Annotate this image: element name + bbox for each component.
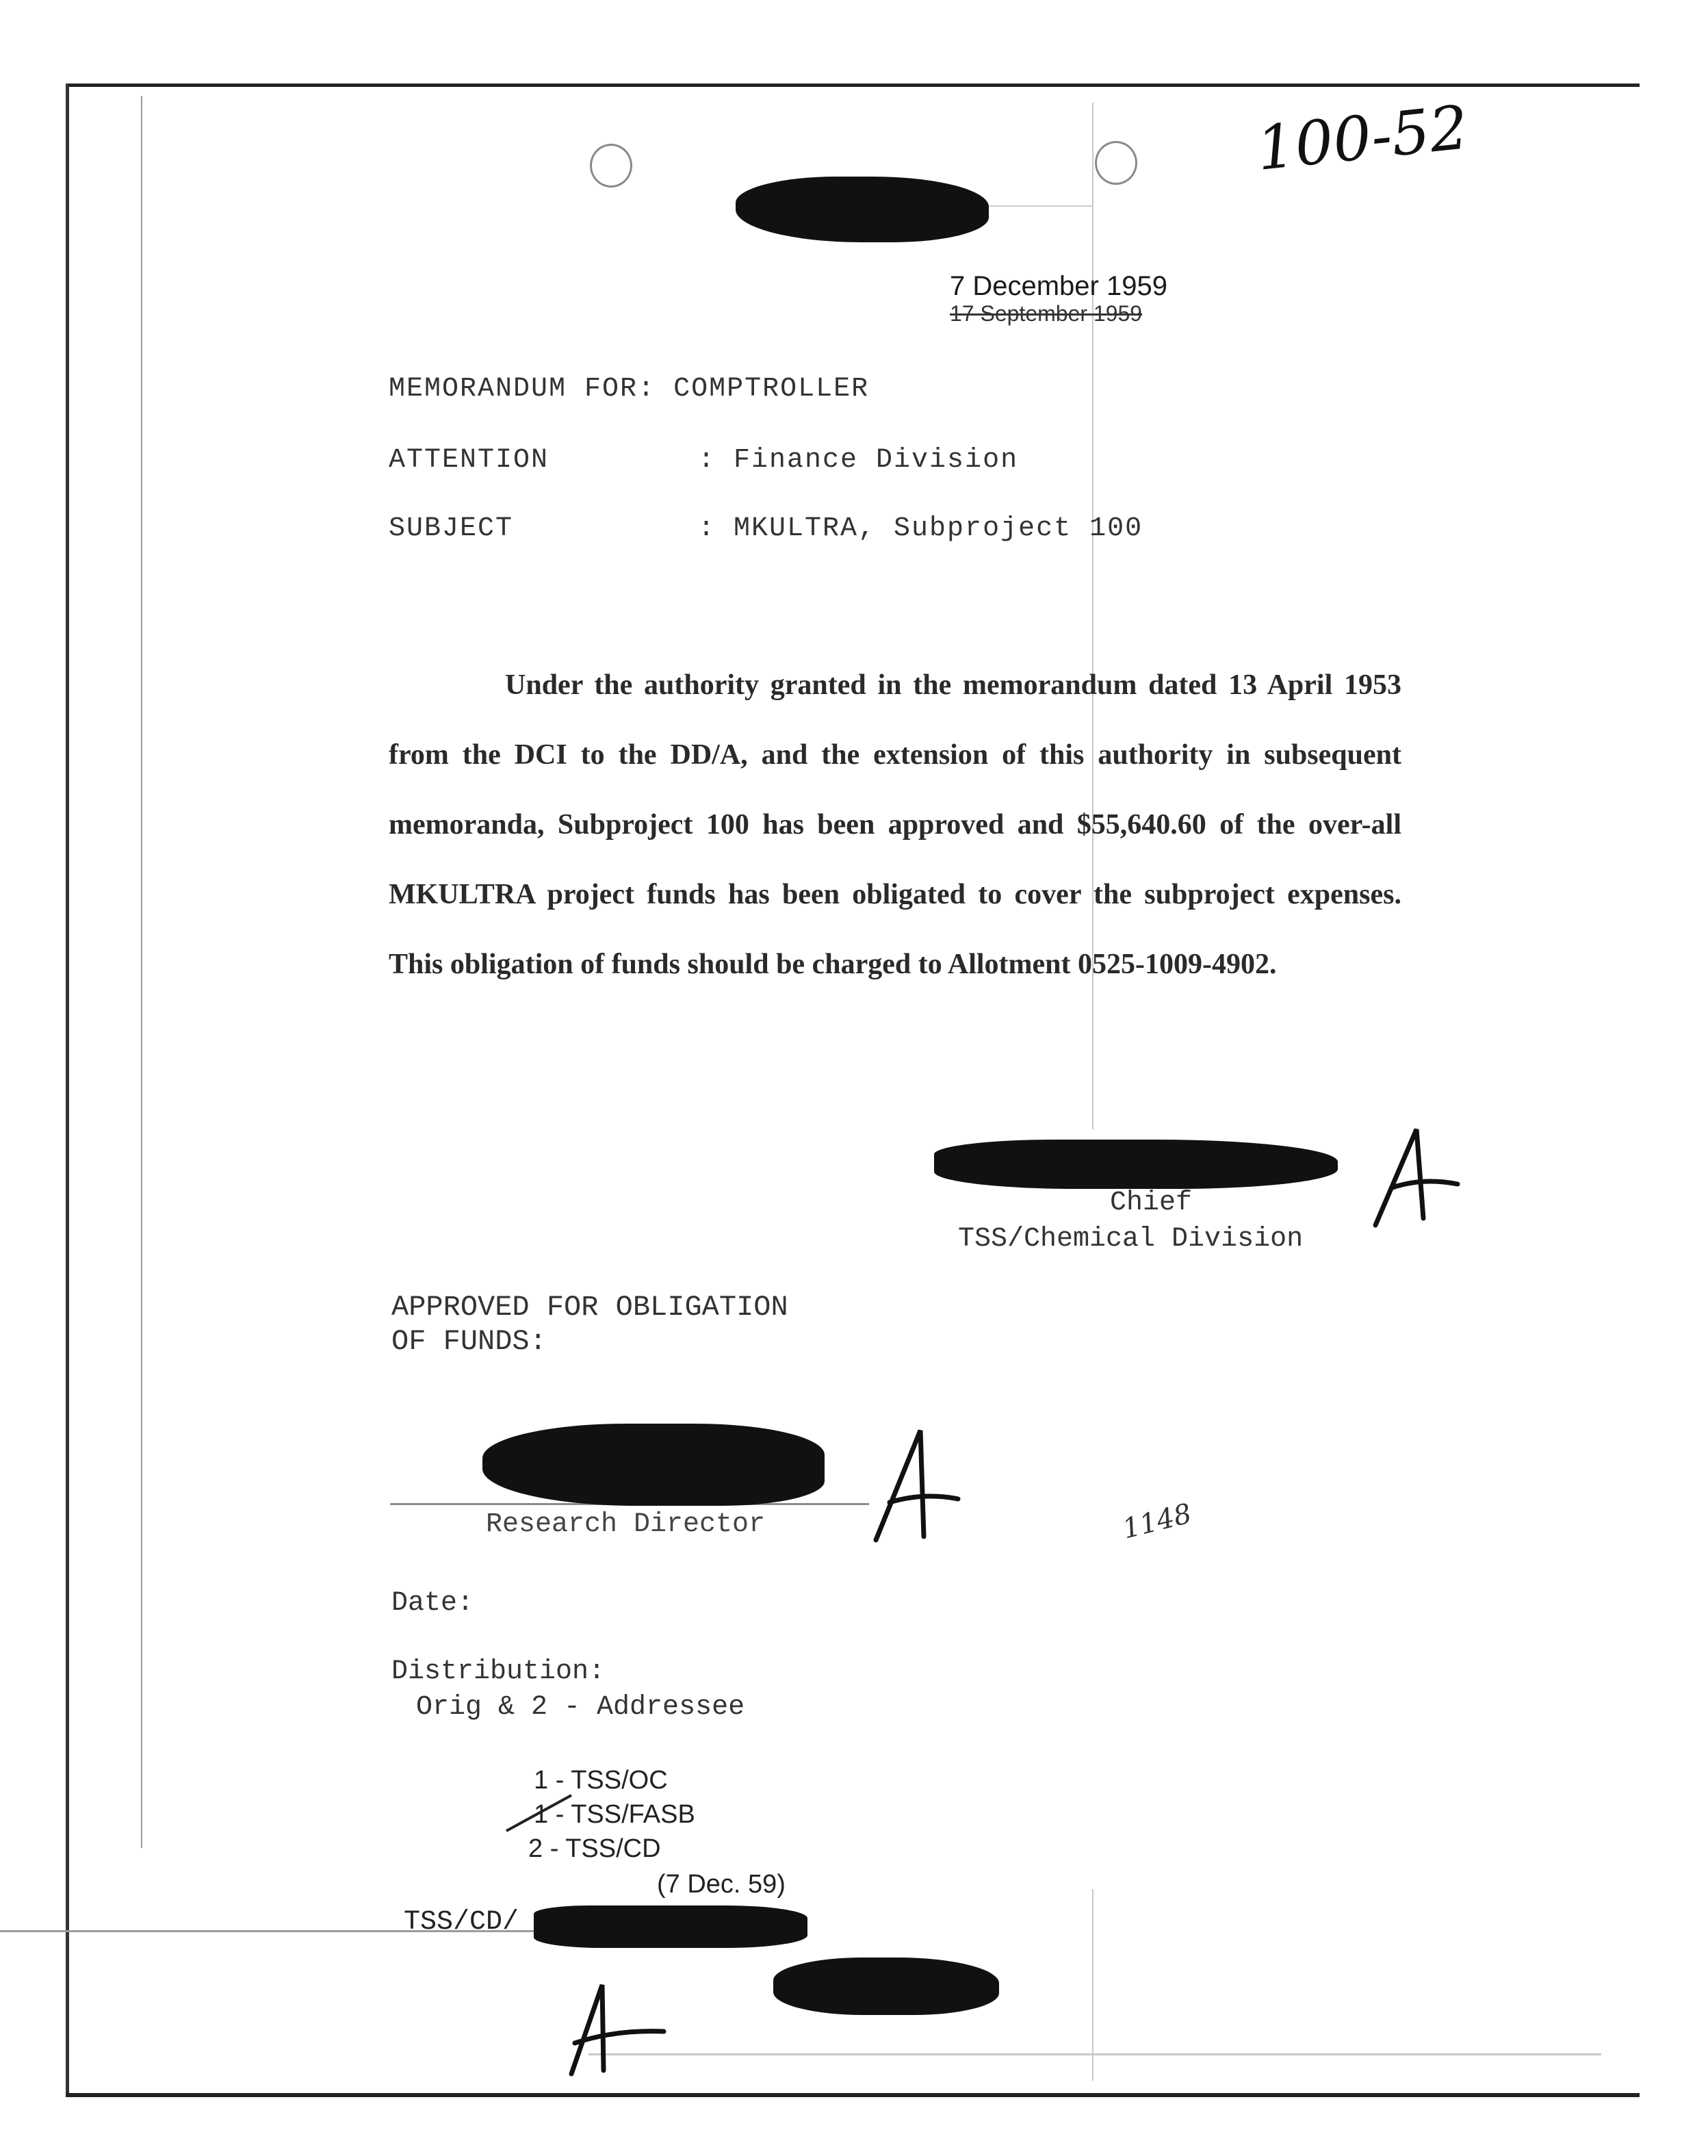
punch-hole-right <box>1095 141 1137 185</box>
approved-for-obligation-label: APPROVED FOR OBLIGATION OF FUNDS: <box>391 1291 788 1358</box>
redaction-classification-bottom <box>773 1958 999 2015</box>
subject-value: : MKULTRA, Subproject 100 <box>698 513 1143 544</box>
redaction-routing-code <box>534 1905 807 1948</box>
distribution-date: (7 Dec. 59) <box>657 1870 786 1899</box>
handwritten-file-number: 100-52 <box>1253 92 1472 184</box>
routing-code: TSS/CD/ <box>404 1907 519 1938</box>
vertical-crease-lower <box>1092 1889 1094 2081</box>
strike-mark-icon <box>503 1790 578 1838</box>
distribution-item: 2 - TSS/CD <box>528 1834 661 1863</box>
research-director-title: Research Director <box>486 1509 766 1540</box>
redaction-approver-name <box>482 1424 825 1506</box>
handwritten-initial-a-icon <box>561 1978 671 2081</box>
handwritten-mark: 1148 <box>1119 1498 1195 1545</box>
memo-body-paragraph: Under the authority granted in the memorandum dated 13 April 1953 from the DCI to the DD/A, and the extension of this authority in subsequent memoranda, Subproject 100 has been approved and $55,640.60 of the over-all MKULTRA project funds has been obligated to cover the subproject expenses. This obligation of funds should be charged to Allotment 0525-1009-4902. <box>389 669 1401 980</box>
bottom-scan-edge <box>66 2093 1640 2097</box>
approval-date-label: Date: <box>391 1588 474 1619</box>
handwritten-initial-a-icon <box>1369 1122 1464 1232</box>
attention-value: : Finance Division <box>698 445 1019 476</box>
memo-for-line: MEMORANDUM FOR: COMPTROLLER <box>389 374 870 405</box>
struck-date: 17 September 1959 <box>950 301 1143 326</box>
handwritten-initial-a-icon <box>869 1424 965 1547</box>
signature-division: TSS/Chemical Division <box>958 1224 1304 1255</box>
attention-label: ATTENTION <box>389 445 549 476</box>
distribution-original: Orig & 2 - Addressee <box>416 1692 745 1723</box>
redaction-classification <box>736 177 989 242</box>
punch-hole-left <box>590 144 632 188</box>
distribution-item: 1 - TSS/FASB <box>534 1800 695 1829</box>
subject-label: SUBJECT <box>389 513 514 544</box>
redaction-signer-name <box>934 1140 1338 1189</box>
memo-date: 7 December 1959 <box>950 271 1167 301</box>
left-fold-line <box>141 96 142 1848</box>
signature-title: Chief <box>1110 1188 1193 1218</box>
top-scan-edge <box>66 84 1640 87</box>
horizontal-crease-bottom <box>588 2053 1601 2055</box>
distribution-item: 1 - TSS/OC <box>534 1766 668 1795</box>
left-scan-edge <box>66 84 69 2096</box>
distribution-label: Distribution: <box>391 1656 606 1687</box>
